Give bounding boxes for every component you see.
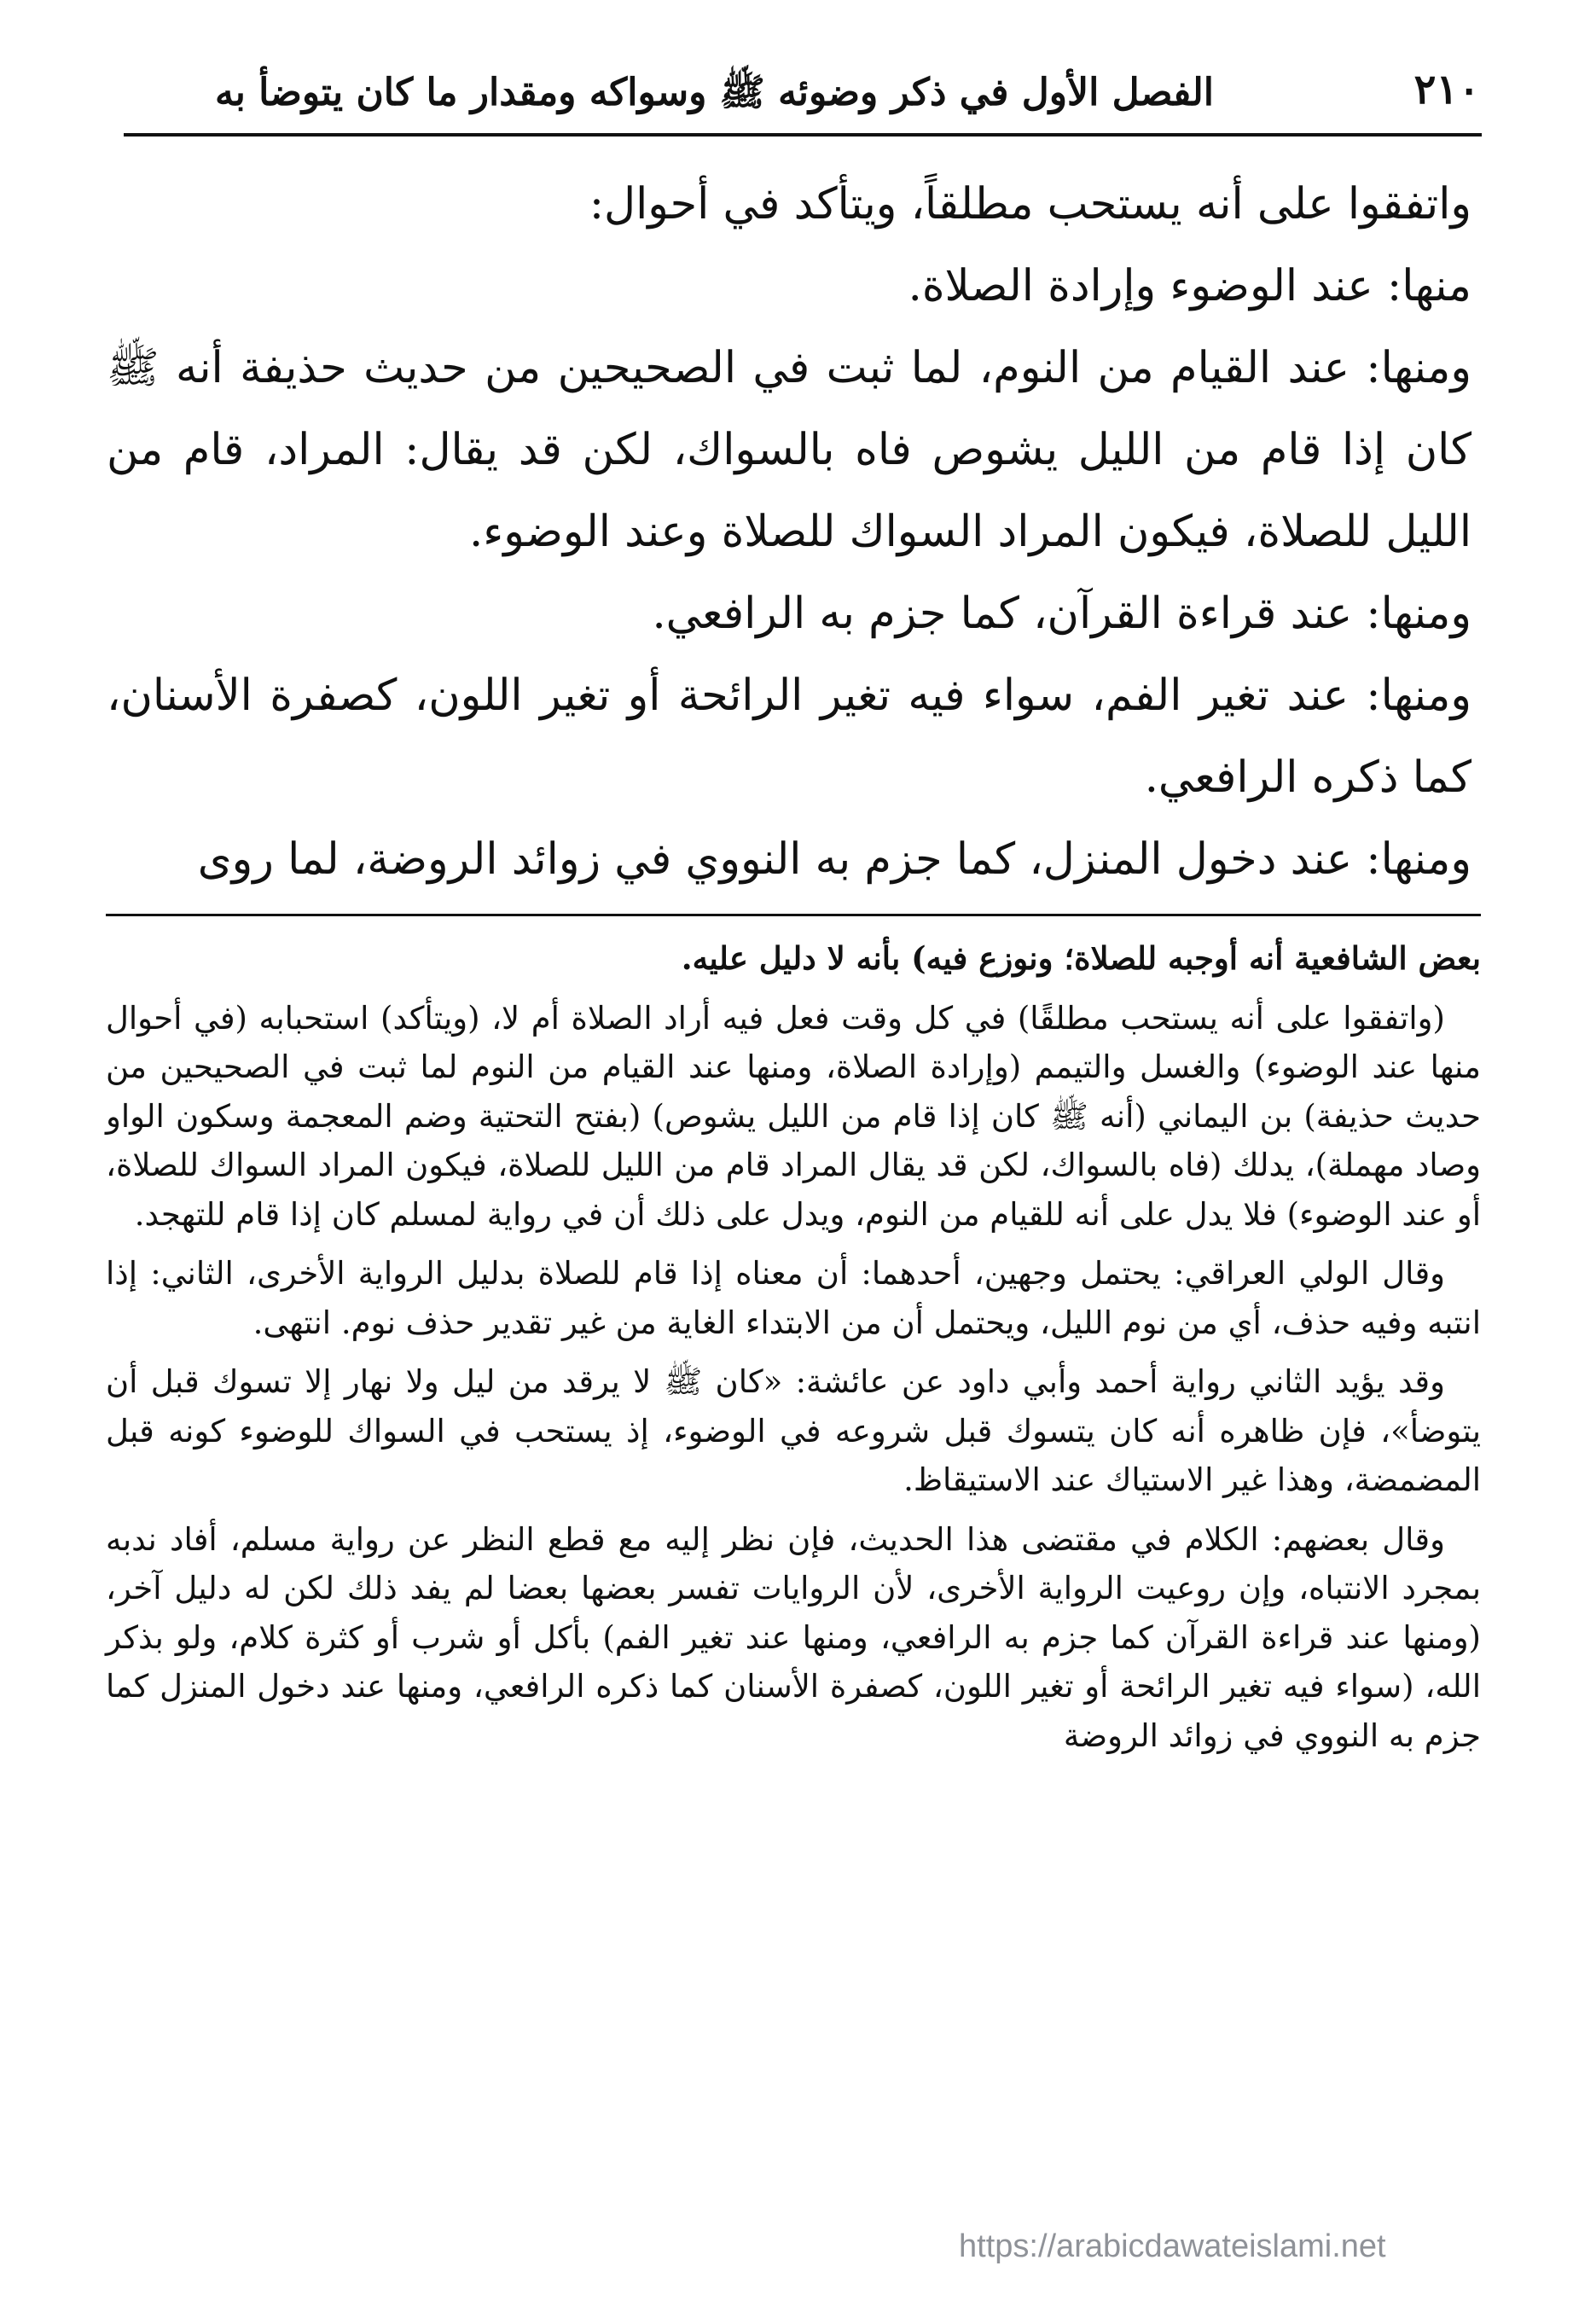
main-paragraph: واتفقوا على أنه يستحب مطلقاً، ويتأكد في أحوال: bbox=[589, 179, 1471, 229]
commentary-divider bbox=[106, 914, 1481, 916]
commentary-block bbox=[106, 934, 1481, 1770]
commentary-paragraph: بعض الشافعية أنه أوجبه للصلاة؛ ونوزع فيه) بأنه لا دليل عليه. bbox=[681, 939, 1481, 977]
main-paragraph: ومنها: عند دخول المنزل، كما جزم به النووي في زوائد الروضة، لما روى bbox=[197, 834, 1471, 885]
main-text-block bbox=[107, 164, 1471, 901]
running-title: الفصل الأول في ذكر وضوئه ﷺ وسواكه ومقدار ما كان يتوضأ به bbox=[214, 71, 1214, 114]
commentary-paragraph: وقد يؤيد الثاني رواية أحمد وأبي داود عن عائشة: «كان ﷺ لا يرقد من ليل ولا نهار إلا تسوك قبل أن يتوضأ»، فإن ظاهره أنه كان يتسوك قبل شروعه في الوضوء، إذ يستحب في السواك للوضوء كونه قبل المضمضة، وهذا غير الاستياك عند الاستيقاظ. bbox=[106, 1363, 1481, 1498]
main-paragraph: ومنها: عند القيام من النوم، لما ثبت في الصحيحين من حديث حذيفة أنه ﷺ كان إذا قام من الليل يشوص فاه بالسواك، لكن قد يقال: المراد، قام من الليل للصلاة، فيكون المراد السواك للصلاة وعند الوضوء. bbox=[107, 343, 1471, 557]
website-watermark: https://arabicdawateislami.net bbox=[959, 2228, 1386, 2264]
commentary-paragraph: وقال بعضهم: الكلام في مقتضى هذا الحديث، فإن نظر إليه مع قطع النظر عن رواية مسلم، أفاد ندبه بمجرد الانتباه، وإن روعيت الرواية الأخرى، لأن الروايات تفسر بعضها بعضا لم يفد ذلك لكن له دليل آخر، (ومنها عند قراءة القرآن كما جزم به الرافعي، ومنها عند تغير الفم) بأكل أو شرب أو كثرة كلام، ولو بذكر الله، (سواء فيه تغير الرائحة أو تغير اللون، كصفرة الأسنان كما ذكره الرافعي، ومنها عند دخول المنزل كما جزم به النووي في زوائد الروضة bbox=[106, 1520, 1481, 1754]
main-paragraph: ومنها: عند قراءة القرآن، كما جزم به الرافعي. bbox=[652, 589, 1471, 639]
header-divider bbox=[124, 133, 1482, 137]
page-number: ٢١٠ bbox=[1413, 66, 1480, 113]
commentary-paragraph: وقال الولي العراقي: يحتمل وجهين، أحدهما: أن معناه إذا قام للصلاة بدليل الرواية الأخرى، الثاني: إذا انتبه وفيه حذف، أي من نوم الليل، ويحتمل أن من الابتداء الغاية من غير تقدير حذف نوم. انتهى. bbox=[106, 1255, 1481, 1341]
page-header bbox=[128, 53, 1480, 135]
commentary-paragraph: (واتفقوا على أنه يستحب مطلقًا) في كل وقت فعل فيه أراد الصلاة أم لا، (ويتأكد) استحبابه (في أحوال منها عند الوضوء) والغسل والتيمم (وإرادة الصلاة، ومنها عند القيام من النوم لما ثبت في الصحيحين من حديث حذيفة) بن اليماني (أنه ﷺ كان إذا قام من الليل يشوص) (بفتح التحتية وضم المعجمة وسكون الواو وصاد مهملة)، يدلك (فاه بالسواك، لكن قد يقال المراد قام من الليل للصلاة، فيكون المراد السواك للصلاة، أو عند الوضوء) فلا يدل على أنه للقيام من النوم، ويدل على ذلك أن في رواية لمسلم كان إذا قام للتهجد. bbox=[106, 999, 1481, 1233]
main-paragraph: منها: عند الوضوء وإرادة الصلاة. bbox=[908, 261, 1471, 311]
main-paragraph: ومنها: عند تغير الفم، سواء فيه تغير الرائحة أو تغير اللون، كصفرة الأسنان، كما ذكره الرافعي. bbox=[107, 671, 1471, 803]
